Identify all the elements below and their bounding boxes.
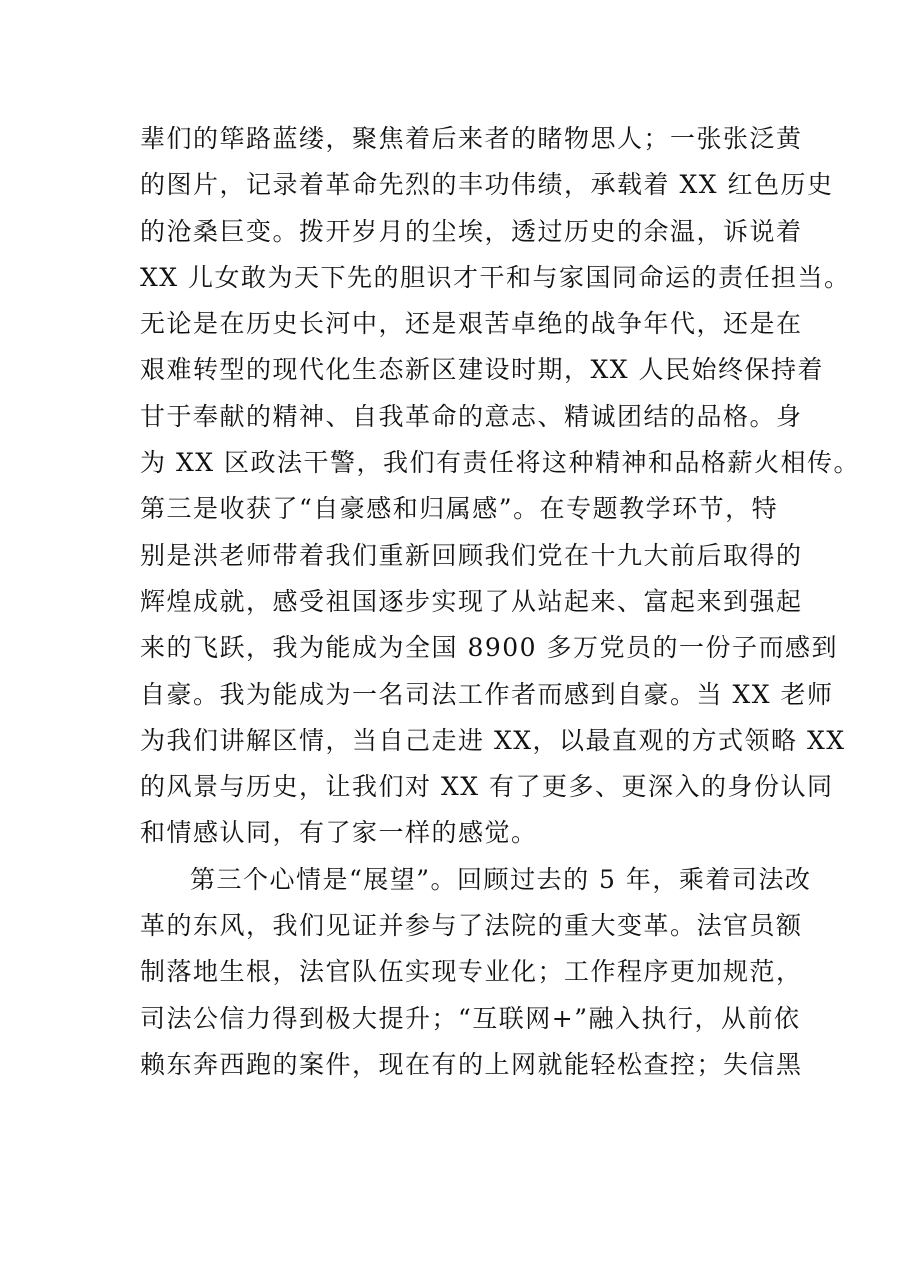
text-line: 第三是收获了“自豪感和归属感”。在专题教学环节，特	[140, 494, 779, 524]
text-line: 辈们的筚路蓝缕，聚焦着后来者的睹物思人；一张张泛黄	[140, 124, 803, 153]
text-line: 自豪。我为能成为一名司法工作者而感到自豪。当 XX 老师	[140, 679, 834, 709]
text-line: 为 XX 区政法干警，我们有责任将这种精神和品格薪火相传。	[140, 448, 860, 478]
text-line: 的图片，记录着革命先烈的丰功伟绩，承载着 XX 红色历史	[140, 170, 834, 200]
text-line: XX 儿女敢为天下先的胆识才干和与家国同命运的责任担当。	[140, 262, 851, 292]
text-line: 司法公信力得到极大提升；“互联网+”融入执行，从前依	[140, 1003, 801, 1033]
text-line: 制落地生根，法官队伍实现专业化；工作程序更加规范，	[140, 957, 803, 987]
text-line: 辉煌成就，感受祖国逐步实现了从站起来、富起来到强起	[140, 586, 803, 616]
text-line: 艰难转型的现代化生态新区建设时期，XX 人民始终保持着	[140, 355, 825, 385]
body-text	[140, 116, 860, 1088]
text-line: 革的东风，我们见证并参与了法院的重大变革。法官员额	[140, 911, 803, 941]
text-line: 和情感认同，有了家一样的感觉。	[140, 818, 538, 848]
text-line: 赖东奔西跑的案件，现在有的上网就能轻松查控；失信黑	[140, 1049, 803, 1079]
text-line: 甘于奉献的精神、自我革命的意志、精诚团结的品格。身	[140, 401, 803, 431]
text-line: 来的飞跃，我为能成为全国 8900 多万党员的一份子而感到	[140, 633, 839, 663]
text-line: 无论是在历史长河中，还是艰苦卓绝的战争年代，还是在	[140, 309, 803, 339]
text-line: 别是洪老师带着我们重新回顾我们党在十九大前后取得的	[140, 540, 803, 570]
text-line: 的风景与历史，让我们对 XX 有了更多、更深入的身份认同	[140, 772, 834, 802]
text-line: 为我们讲解区情，当自己走进 XX，以最直观的方式领略 XX	[140, 725, 846, 755]
paragraph-start-line: 第三个心情是“展望”。回顾过去的 5 年，乘着司法改	[190, 864, 812, 894]
text-line: 的沧桑巨变。拨开岁月的尘埃，透过历史的余温，诉说着	[140, 216, 803, 246]
